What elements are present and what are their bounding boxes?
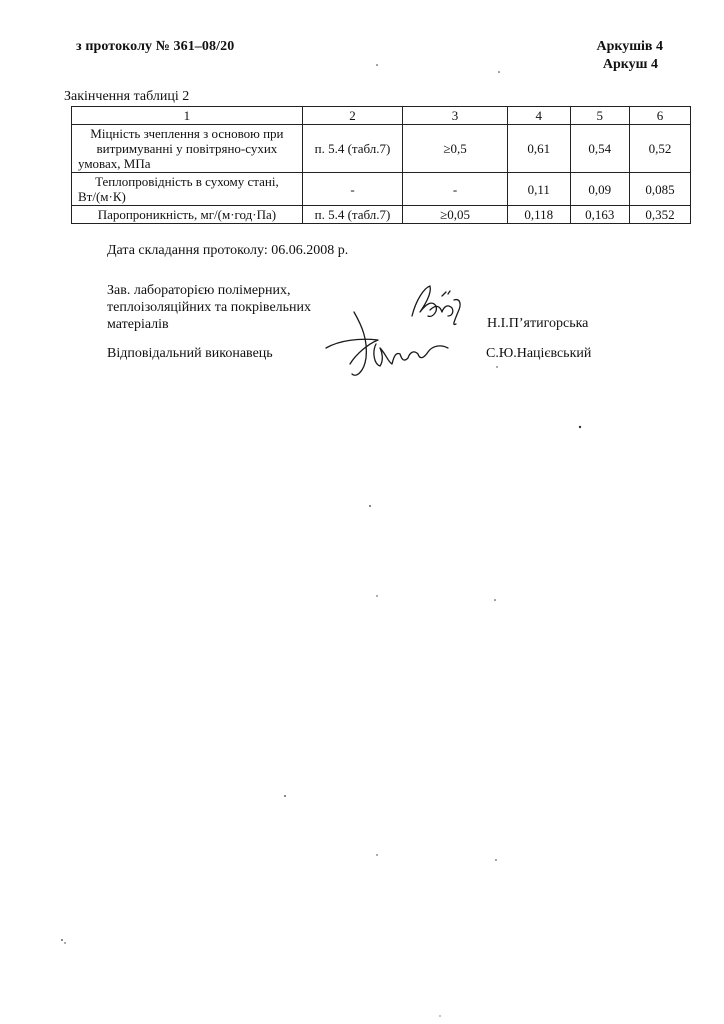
value-cell: 0,118 xyxy=(507,206,570,224)
norm-cell: ≥0,05 xyxy=(403,206,508,224)
header-cell: 4 xyxy=(507,107,570,125)
property-line: Вт/(м·К) xyxy=(78,189,126,204)
value-cell: 0,52 xyxy=(629,125,690,173)
method-cell: п. 5.4 (табл.7) xyxy=(302,125,402,173)
norm-cell: ≥0,5 xyxy=(403,125,508,173)
table-caption: Закінчення таблиці 2 xyxy=(64,89,190,104)
property-line: Теплопровідність в сухому стані, xyxy=(95,174,279,189)
head-name: Н.І.П’ятигорська xyxy=(487,316,589,331)
header-cell: 5 xyxy=(570,107,629,125)
value-cell: 0,085 xyxy=(629,173,690,206)
property-line: Міцність зчеплення з основою при xyxy=(90,126,284,141)
executor-title: Відповідальний виконавець xyxy=(107,346,273,361)
property-line: умовах, МПа xyxy=(78,156,151,171)
executor-name: С.Ю.Націєвський xyxy=(486,346,592,361)
header-cell: 2 xyxy=(302,107,402,125)
value-cell: 0,352 xyxy=(629,206,690,224)
norm-cell: - xyxy=(403,173,508,206)
method-cell: п. 5.4 (табл.7) xyxy=(302,206,402,224)
property-line: Паропроникність, мг/(м·год·Па) xyxy=(97,207,277,222)
head-title-line: теплоізоляційних та покрівельних xyxy=(107,300,312,315)
method-cell: - xyxy=(302,173,402,206)
value-cell: 0,54 xyxy=(570,125,629,173)
head-title-line: матеріалів xyxy=(107,317,169,332)
header-cell: 1 xyxy=(72,107,303,125)
value-cell: 0,09 xyxy=(570,173,629,206)
header-cell: 6 xyxy=(629,107,690,125)
value-cell: 0,61 xyxy=(507,125,570,173)
sheets-total: Аркушів 4 xyxy=(596,39,663,54)
head-title-line: Зав. лабораторією полімерних, xyxy=(107,283,291,298)
value-cell: 0,163 xyxy=(570,206,629,224)
sheet-current: Аркуш 4 xyxy=(602,57,658,72)
header-cell: 3 xyxy=(403,107,508,125)
property-line: витримуванні у повітряно-сухих xyxy=(96,141,278,156)
protocol-reference: з протоколу № 361–08/20 xyxy=(76,39,235,54)
protocol-date: Дата складання протоколу: 06.06.2008 р. xyxy=(107,243,349,258)
value-cell: 0,11 xyxy=(507,173,570,206)
